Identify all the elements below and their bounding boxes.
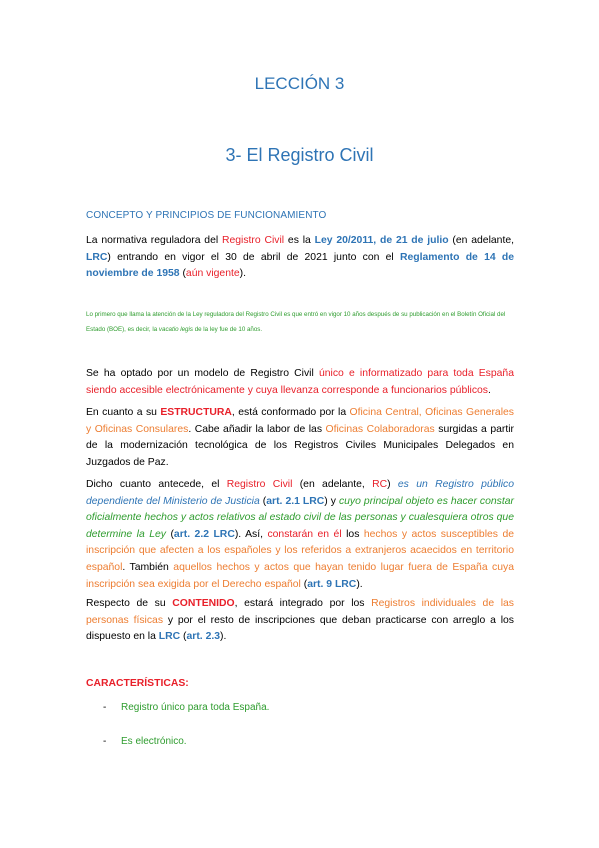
characteristics-heading: CARACTERÍSTICAS: <box>86 678 189 689</box>
paragraph-normativa: La normativa reguladora del Registro Civil es la Ley 20/2011, de 21 de julio (en adelante, LRC) entrando en vigor el 30 de abril de 2021 junto con el Reglamento de 14 de noviembre de 1958 (aún vigente). <box>86 235 515 280</box>
lesson-title: LECCIÓN 3 <box>254 74 345 93</box>
list-item: - Es electrónico. <box>103 736 187 747</box>
paragraph-contenido: Respecto de su CONTENIDO, estará integrado por los Registros individuales de las personas físicas y por el resto de inscripciones que deban practicarse con arreglo a los dispuesto en la LRC (art. 2.3). <box>86 598 514 643</box>
chapter-title: 3- El Registro Civil <box>225 145 374 165</box>
section-heading: CONCEPTO Y PRINCIPIOS DE FUNCIONAMIENTO <box>86 210 327 221</box>
note-vacatio-legis: Lo primero que llama la atención de la Ley reguladora del Registro Civil es que entró en vigor 10 años después de su publicación en el Boletín Oficial del Estado (BOE), es decir, la vacatio legis de la ley fue de 10 años. <box>86 311 506 333</box>
paragraph-registro-civil: Dicho cuanto antecede, el Registro Civil (en adelante, RC) es un Registro público dependiente del Ministerio de Justicia (art. 2.1 LRC) y cuyo principal objeto es hacer constar oficialmente hechos y actos relativos al estado civil de las personas y cualesquiera otros que determine la Ley (art. 2.2 LRC). Así, constarán en él los hechos y actos susceptibles de inscripción que afecten a los españoles y los referidos a extranjeros acaecidos en territorio español. También aquellos hechos y actos que hayan tenido lugar fuera de España cuya inscripción sea exigida por el Derecho español (art. 9 LRC). <box>86 479 515 590</box>
bullet-dash: - <box>103 736 107 747</box>
list-item: - Registro único para toda España. <box>103 702 270 713</box>
paragraph-estructura: En cuanto a su ESTRUCTURA, está conformado por la Oficina Central, Oficinas Generales y Oficinas Consulares. Cabe añadir la labor de las Oficinas Colaboradoras surgidas a partir de la modernización tecnológica de los Registros Civiles Municipales Delegados en Juzgados de Paz. <box>86 407 514 468</box>
paragraph-modelo: Se ha optado por un modelo de Registro Civil único e informatizado para toda España siendo accesible electrónicamente y cuya llevanza corresponde a funcionarios públicos. <box>86 368 514 396</box>
bullet-dash: - <box>103 702 107 713</box>
